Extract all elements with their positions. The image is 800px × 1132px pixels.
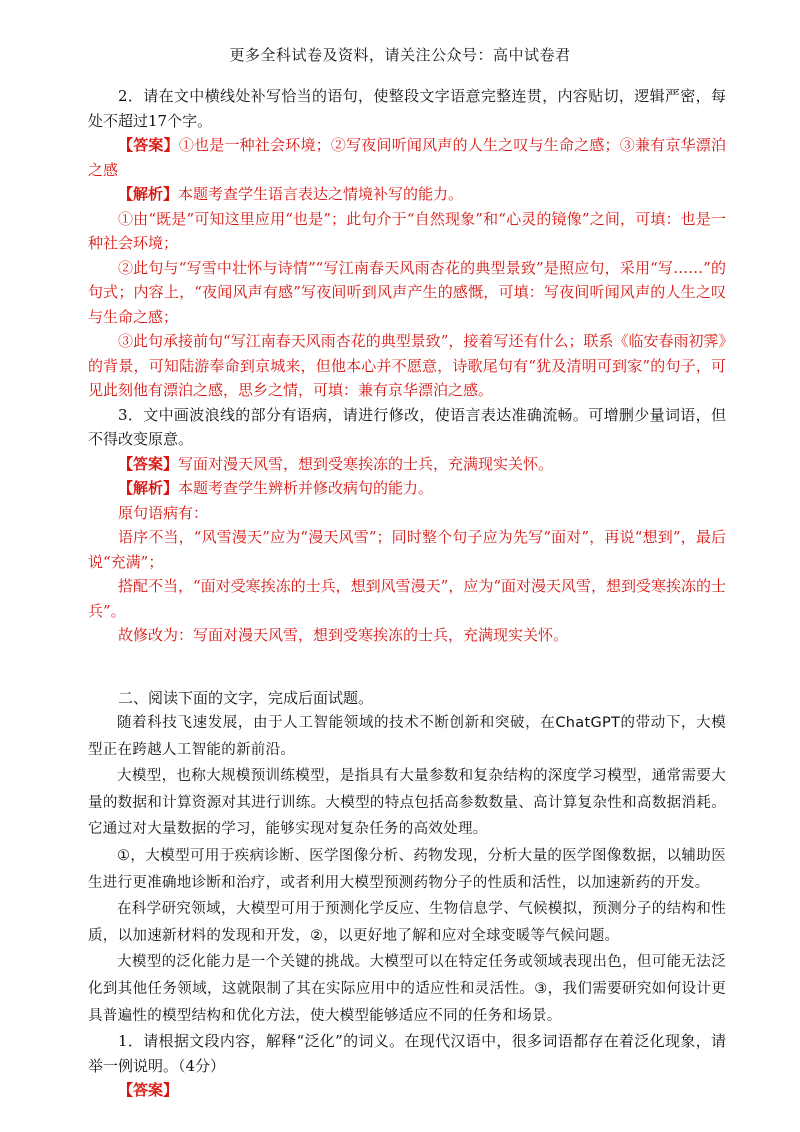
q2-analysis-point-3: ③此句承接前句“写江南春天风雨杏花的典型景致”，接着写还有什么；联系《临安春雨初霁》的背景，可知陆游奉命到京城来，但他本心并不愿意，诗歌尾句有“犹及清明可到家”的句子，可见此刻他有漂泊之感，思乡之情，可填：兼有京华漂泊之感。 [88, 332, 726, 399]
passage-paragraph-2: 大模型，也称大规模预训练模型，是指具有大量参数和复杂结构的深度学习模型，通常需要大量的数据和计算资源对其进行训练。大模型的特点包括高参数数量、高计算复杂性和高数据消耗。它通过对大量数据的学习，能够实现对复杂任务的高效处理。 [88, 768, 726, 838]
analysis-tag: 【解析】 [118, 479, 179, 497]
passage-paragraph-3: ①，大模型可用于疾病诊断、医学图像分析、药物发现，分析大量的医学图像数据，以辅助医生进行更准确地诊断和治疗，或者利用大模型预测药物分子的性质和活性，以加速新药的开发。 [88, 847, 726, 891]
passage-paragraph-1 [88, 710, 726, 763]
section-spacer [88, 648, 726, 686]
answer-tag: 【答案】 [118, 454, 179, 473]
q2-analysis-point-1: ①由“既是”可知这里应用“也是”；此句介于“自然现象”和“心灵的镜像”之间，可填：也是一种社会环境； [88, 209, 726, 252]
q3-analysis-line-3: 搭配不当，“面对受寒挨冻的士兵，想到风雪漫天”，应为“面对漫天风雪，想到受寒挨冻的士兵”。 [88, 577, 727, 620]
q2-answer [88, 133, 726, 182]
q3-answer [88, 452, 726, 477]
q3-analysis-line-1: 原句语病有： [118, 503, 209, 522]
analysis-tag: 【解析】 [118, 185, 179, 203]
q3-analysis-line-2: 语序不当，“风雪漫天”应为“漫天风雪”；同时整个句子应为先写“面对”，再说“想到”，最后说“充满”； [88, 528, 726, 571]
q3-analysis-line-4: 故修改为：写面对漫天风雪，想到受寒挨冻的士兵，充满现实关怀。 [118, 626, 569, 644]
passage-paragraph-4: 在科学研究领域，大模型可用于预测化学反应、生物信息学、气候模拟，预测分子的结构和性质，以加速新材料的发现和开发，②，以更好地了解和应对全球变暖等气候问题。 [88, 901, 726, 944]
passage-paragraph-5: 大模型的泛化能力是一个关键的挑战。大模型可以在特定任务或领域表现出色，但可能无法泛化到其他任务领域，这就限制了其在实际应用中的适应性和灵活性。③，我们需要研究如何设计更具普遍性的模型结构和优化方法，使大模型能够适应不同的任务和场景。 [88, 954, 726, 1024]
answer-tag: 【答案】 [118, 136, 179, 154]
q1-question: 1．请根据文段内容，解释“泛化”的词义。在现代汉语中，很多词语都存在着泛化现象，请举一例说明。（4分） [88, 1032, 726, 1075]
q1-answer [88, 1078, 726, 1103]
reading-passage [88, 710, 726, 1029]
answer-tag: 【答案】 [118, 1081, 179, 1100]
q2-analysis [88, 182, 726, 207]
q2-analysis-text: 本题考查学生语言表达之情境补写的能力。 [178, 185, 464, 203]
q3-analysis-text: 本题考查学生辨析并修改病句的能力。 [178, 479, 434, 497]
q3-answer-text: 写面对漫天风雪，想到受寒挨冻的士兵，充满现实关怀。 [178, 454, 554, 473]
section-title: 二、阅读下面的文字，完成后面试题。 [118, 688, 374, 707]
q2-analysis-point-2: ②此句与“写雪中壮怀与诗情”“写江南春天风雨杏花的典型景致”是照应句，采用“写……”的句式；内容上，“夜闻风声有感”写夜间听到风声产生的感慨，可填：写夜间听闻风声的人生之叹与生命之感； [88, 258, 726, 326]
q2-answer-text: ①也是一种社会环境；②写夜间听闻风声的人生之叹与生命之感；③兼有京华漂泊之感 [88, 136, 726, 179]
passage-text: 的带动下，大模型正在跨越人工智能的新前沿。 [88, 715, 726, 758]
passage-text: 随着科技飞速发展，由于人工智能领域的技术不断创新和突破，在 [117, 715, 556, 731]
q3-analysis [88, 476, 726, 501]
page-header: 更多全科试卷及资料，请关注公众号：高中试卷君 [229, 46, 571, 64]
q2-question: 2．请在文中横线处补写恰当的语句，使整段文字语意完整连贯，内容贴切，逻辑严密，每处不超过17个字。 [88, 87, 726, 130]
chatgpt-term: ChatGPT [555, 715, 621, 731]
q3-question: 3．文中画波浪线的部分有语病，请进行修改，使语言表达准确流畅。可增删少量词语，但不得改变原意。 [88, 405, 726, 448]
document-body [88, 84, 726, 1103]
